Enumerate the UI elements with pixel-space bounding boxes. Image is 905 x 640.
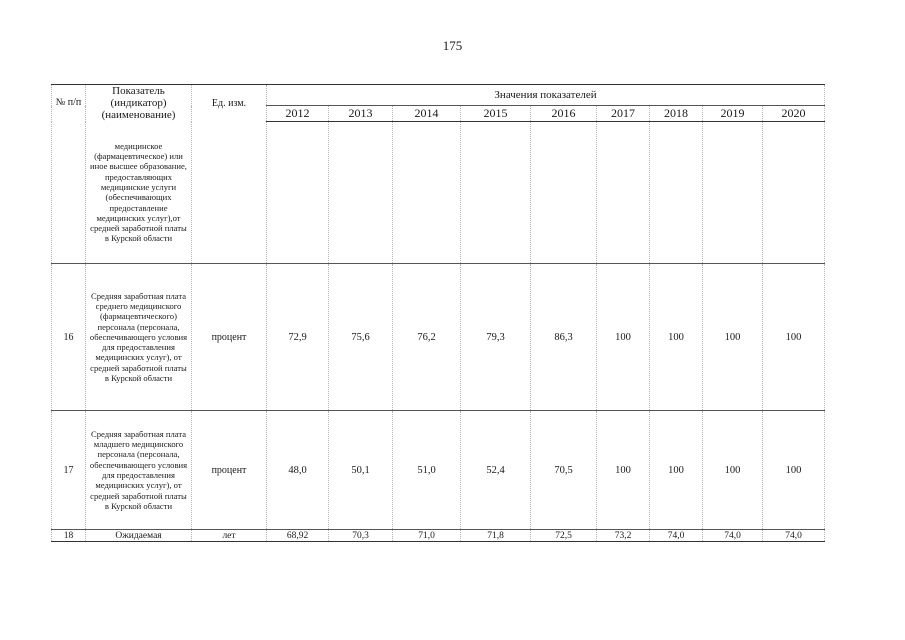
row-value [531, 122, 597, 264]
header-year: 2013 [329, 106, 393, 122]
row-number: 17 [52, 411, 86, 530]
table-row [52, 411, 825, 530]
row-value: 68,92 [267, 530, 329, 542]
table-row [52, 530, 825, 542]
header-year: 2020 [763, 106, 825, 122]
row-value: 100 [703, 264, 763, 411]
header-year: 2019 [703, 106, 763, 122]
row-value: 71,0 [393, 530, 461, 542]
row-value [597, 122, 650, 264]
table-row [52, 122, 825, 264]
row-value: 76,2 [393, 264, 461, 411]
row-indicator: медицинское (фармацевтическое) или иное высшее образование, предоставляющих медицинские услуги (обеспечивающих предоставление медицинских услуг),от средней заработной платы в Курской области [86, 122, 192, 264]
row-value: 74,0 [650, 530, 703, 542]
row-value [393, 122, 461, 264]
header-indicator: Показатель (индикатор) (наименование) [86, 85, 192, 122]
header-year: 2017 [597, 106, 650, 122]
row-value: 100 [650, 411, 703, 530]
row-value: 100 [597, 411, 650, 530]
row-value: 71,8 [461, 530, 531, 542]
indicators-table [51, 84, 825, 542]
row-value [763, 122, 825, 264]
row-value: 100 [763, 411, 825, 530]
row-value [650, 122, 703, 264]
row-unit: лет [192, 530, 267, 542]
row-indicator: Средняя заработная плата среднего медицинского (фармацевтического) персонала (персонала, обеспечивающего условия для предоставления медицинских услуг), от средней заработной платы в Курской области [86, 264, 192, 411]
row-value: 51,0 [393, 411, 461, 530]
row-unit: процент [192, 411, 267, 530]
row-value [267, 122, 329, 264]
row-value: 70,5 [531, 411, 597, 530]
row-value: 100 [703, 411, 763, 530]
row-value: 75,6 [329, 264, 393, 411]
row-number: 18 [52, 530, 86, 542]
header-unit: Ед. изм. [192, 85, 267, 122]
row-value: 79,3 [461, 264, 531, 411]
page-number: 175 [442, 38, 463, 53]
row-value: 48,0 [267, 411, 329, 530]
row-value: 70,3 [329, 530, 393, 542]
row-value: 86,3 [531, 264, 597, 411]
row-value: 52,4 [461, 411, 531, 530]
row-number: 16 [52, 264, 86, 411]
header-row [52, 85, 825, 106]
row-indicator: Средняя заработная плата младшего медицинского персонала (персонала, обеспечивающего условия для предоставления медицинских услуг), от средней заработной платы в Курской области [86, 411, 192, 530]
row-value [703, 122, 763, 264]
row-value: 72,9 [267, 264, 329, 411]
header-year: 2012 [267, 106, 329, 122]
row-value: 74,0 [703, 530, 763, 542]
row-value [329, 122, 393, 264]
row-unit: процент [192, 264, 267, 411]
row-number [52, 122, 86, 264]
row-value [461, 122, 531, 264]
header-year: 2014 [393, 106, 461, 122]
header-year: 2016 [531, 106, 597, 122]
row-unit [192, 122, 267, 264]
table-row [52, 264, 825, 411]
header-year: 2015 [461, 106, 531, 122]
header-number: № п/п [52, 85, 86, 122]
row-indicator: Ожидаемая [86, 530, 192, 542]
row-value: 100 [650, 264, 703, 411]
row-value: 100 [763, 264, 825, 411]
row-value: 73,2 [597, 530, 650, 542]
row-value: 100 [597, 264, 650, 411]
row-value: 50,1 [329, 411, 393, 530]
header-year: 2018 [650, 106, 703, 122]
header-values: Значения показателей [267, 85, 825, 106]
row-value: 72,5 [531, 530, 597, 542]
row-value: 74,0 [763, 530, 825, 542]
